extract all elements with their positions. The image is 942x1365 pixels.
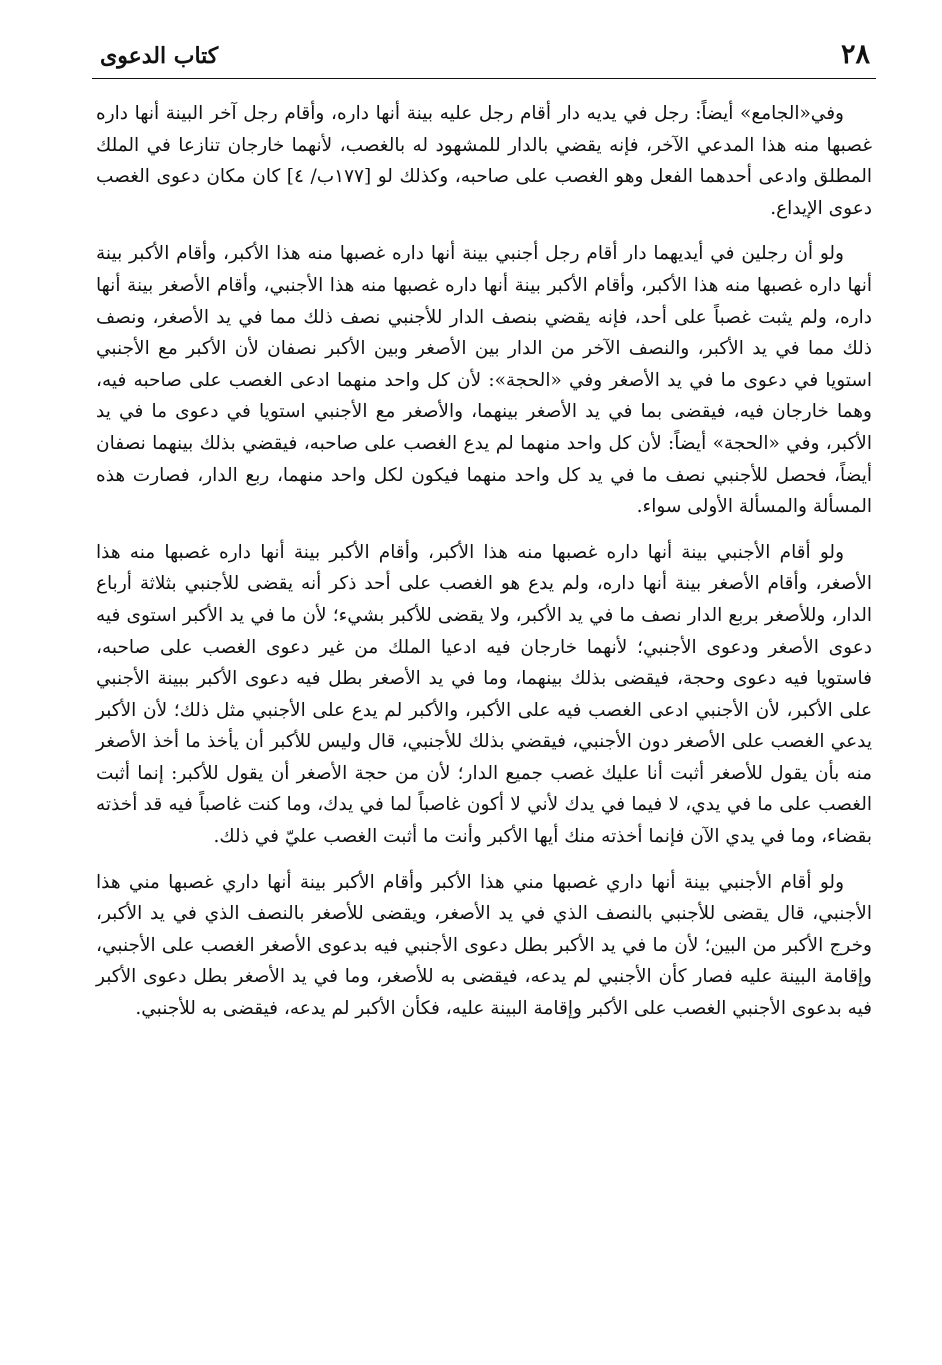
paragraph-4: ولو أقام الأجنبي بينة أنها داري غصبها مني هذا الأكبر وأقام الأكبر بينة أنها داري غصبها مني هذا الأجنبي، قال يقضى للأجنبي بالنصف الذي في يد الأصغر، ويقضى للأصغر بالنصف الذي في يد الأكبر، وخرج الأكبر من البين؛ لأن ما في يد الأكبر بطل دعوى الأجنبي فيه بدعوى الأصغر الغصب على الأجنبي، وإقامة البينة عليه فصار كأن الأجنبي لم يدعه، فيقضى به للأصغر، وما في يد الأصغر بطل دعوى الأكبر فيه بدعوى الأجنبي الغصب على الأكبر وإقامة البينة عليه، فكأن الأكبر لم يدعه، فيقضى به للأجنبي. <box>96 871 872 1020</box>
page-number: ٢٨ <box>840 39 870 70</box>
running-header <box>92 38 876 79</box>
book-title: كتاب الدعوى <box>100 43 219 69</box>
paragraph-1: وفي«الجامع» أيضاً: رجل في يديه دار أقام رجل عليه بينة أنها داره، وأقام رجل آخر البينة أنها داره غصبها منه هذا المدعي الآخر، فإنه يقضي بالدار للمشهود له بالغصب، لأنهما خارجان تنازعا في الملك المطلق وادعى أحدهما الفعل وهو الغصب على صاحبه، وكذلك لو [١٧٧ب/ ٤] كان مكان دعوى الغصب دعوى الإيداع. <box>96 103 872 219</box>
paragraph-3: ولو أقام الأجنبي بينة أنها داره غصبها منه هذا الأكبر، وأقام الأكبر بينة أنها داره غصبها منه هذا الأصغر، وأقام الأصغر بينة أنها داره، ولم يدع هو الغصب على أحد ذكر أنه يقضى للأجنبي بثلاثة أرباع الدار، وللأصغر بربع الدار نصف ما في يد الأكبر، ولا يقضى للأكبر بشيء؛ لأن ما في يد الأكبر استوى فيه دعوى الأصغر ودعوى الأجنبي؛ لأنهما خارجان فيه ادعيا الملك من غير دعوى الغصب على صاحبه، فاستويا فيه دعوى وحجة، فيقضى بذلك بينهما، وما في يد الأصغر بطل فيه دعوى الأكبر ببينة الأجنبي على الأكبر، لأن الأجنبي ادعى الغصب فيه على الأكبر، والأكبر لم يدع على الأجنبي مثل ذلك؛ لأن الأكبر يدعي الغصب على الأصغر دون الأجنبي، فيقضي بذلك للأجنبي، قال وليس للأكبر أن يأخذ ما أخذ الأصغر منه بأن يقول للأصغر أثبت أنا عليك غصب جميع الدار؛ لأن من حجة الأصغر أن يقول للأكبر: إنما أثبت الغصب على ما في يدي، لا فيما في يدك لأني لا أكون غاصباً لما في يدك، وما كنت غاصباً فيه قد أخذته بقضاء، وما في يدي الآن فإنما أخذته منك أيها الأكبر وأنت ما أثبت الغصب عليّ في ذلك. <box>96 541 872 848</box>
body-text <box>96 98 872 1039</box>
paragraph-2: ولو أن رجلين في أيديهما دار أقام رجل أجنبي بينة أنها داره غصبها منه هذا الأكبر، وأقام الأكبر بينة أنها داره غصبها منه هذا الأكبر، وأقام الأكبر بينة أنها داره غصبها منه هذا الأجنبي، وأقام الأصغر بينة أنها داره، ولم يثبت غصباً على أحد، فإنه يقضي بنصف الدار للأجنبي نصف ذلك مما في يد الأصغر، ونصف ذلك مما في يد الأكبر، والنصف الآخر من الدار بين الأصغر وبين الأكبر نصفان لأن الأكبر مع الأجنبي استويا في دعوى ما في يد الأصغر وفي «الحجة»: لأن كل واحد منهما ادعى الغصب على صاحبه فيه، وهما خارجان فيه، فيقضى بما في يد الأصغر بينهما، والأصغر مع الأجنبي استويا في دعوى ما في يد الأكبر، وفي «الحجة» أيضاً: لأن كل واحد منهما لم يدع الغصب على صاحبه، فيقضي بذلك بينهما نصفان أيضاً، فحصل للأجنبي نصف ما في يد كل واحد منهما فيكون لكل واحد منهما، ربع الدار، فصارت هذه المسألة والمسألة الأولى سواء. <box>96 243 872 518</box>
